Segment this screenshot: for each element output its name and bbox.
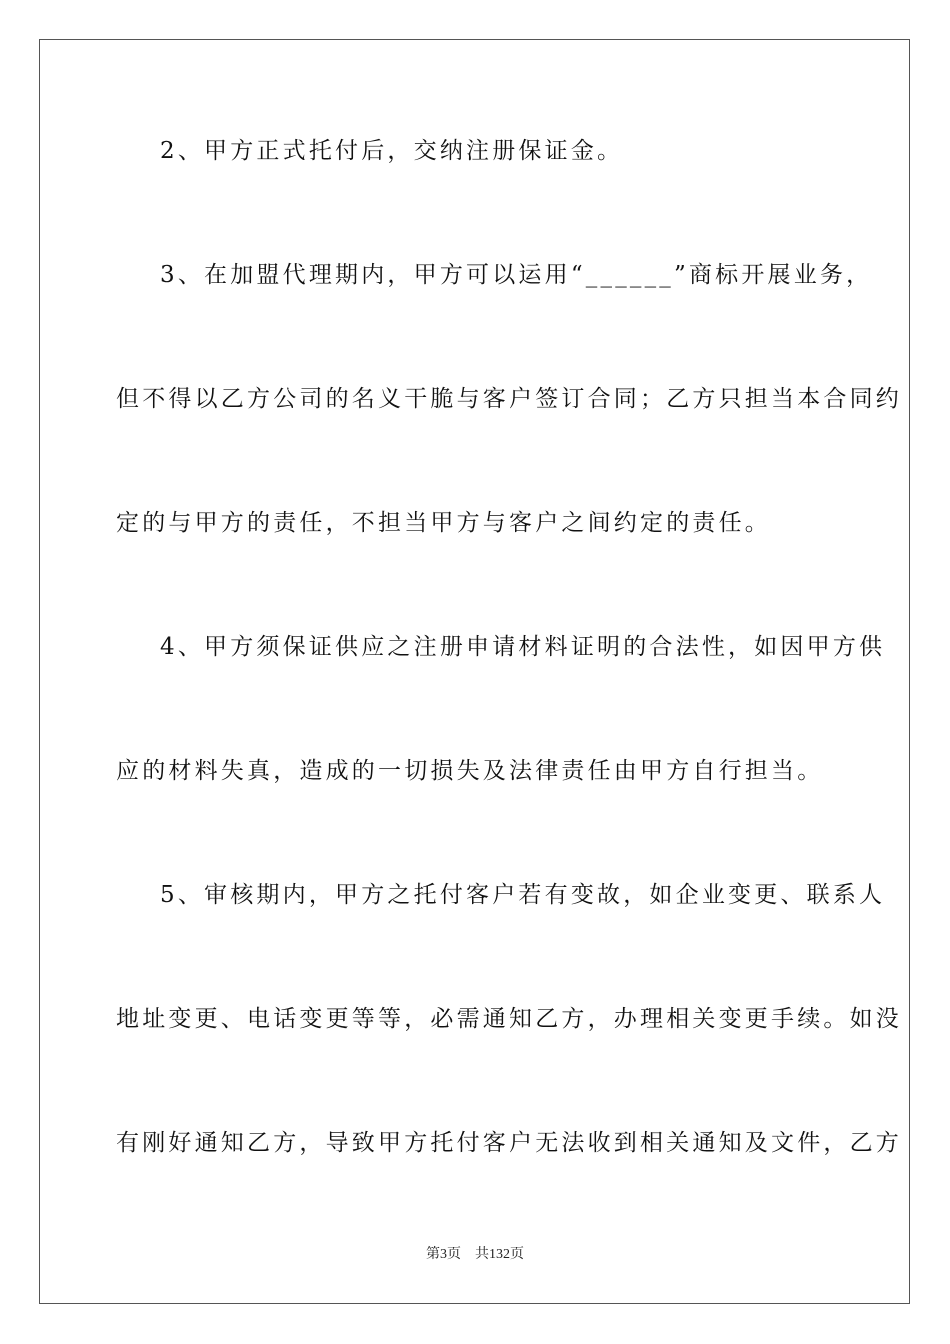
paragraph-3-line-2: 但不得以乙方公司的名义干脆与客户签订合同；乙方只担当本合同约 (116, 386, 902, 412)
paragraph-5-line-2: 地址变更、电话变更等等，必需通知乙方，办理相关变更手续。如没 (116, 1006, 902, 1032)
paragraph-2-line-1: 2、甲方正式托付后，交纳注册保证金。 (160, 138, 624, 164)
page-footer (0, 1246, 950, 1264)
page-number: 第3页 (426, 1247, 461, 1262)
paragraph-5-line-1: 5、审核期内，甲方之托付客户若有变故，如企业变更、联系人 (160, 882, 886, 908)
paragraph-4-line-1: 4、甲方须保证供应之注册申请材料证明的合法性，如因甲方供 (160, 634, 886, 660)
paragraph-3-line-3: 定的与甲方的责任，不担当甲方与客户之间约定的责任。 (116, 510, 771, 536)
page-total: 共132页 (475, 1247, 524, 1262)
paragraph-3-line-1: 3、在加盟代理期内，甲方可以运用“______”商标开展业务， (160, 262, 873, 288)
paragraph-5-line-3: 有刚好通知乙方，导致甲方托付客户无法收到相关通知及文件，乙方 (116, 1130, 902, 1156)
page-border (39, 39, 910, 1304)
paragraph-4-line-2: 应的材料失真，造成的一切损失及法律责任由甲方自行担当。 (116, 758, 824, 784)
